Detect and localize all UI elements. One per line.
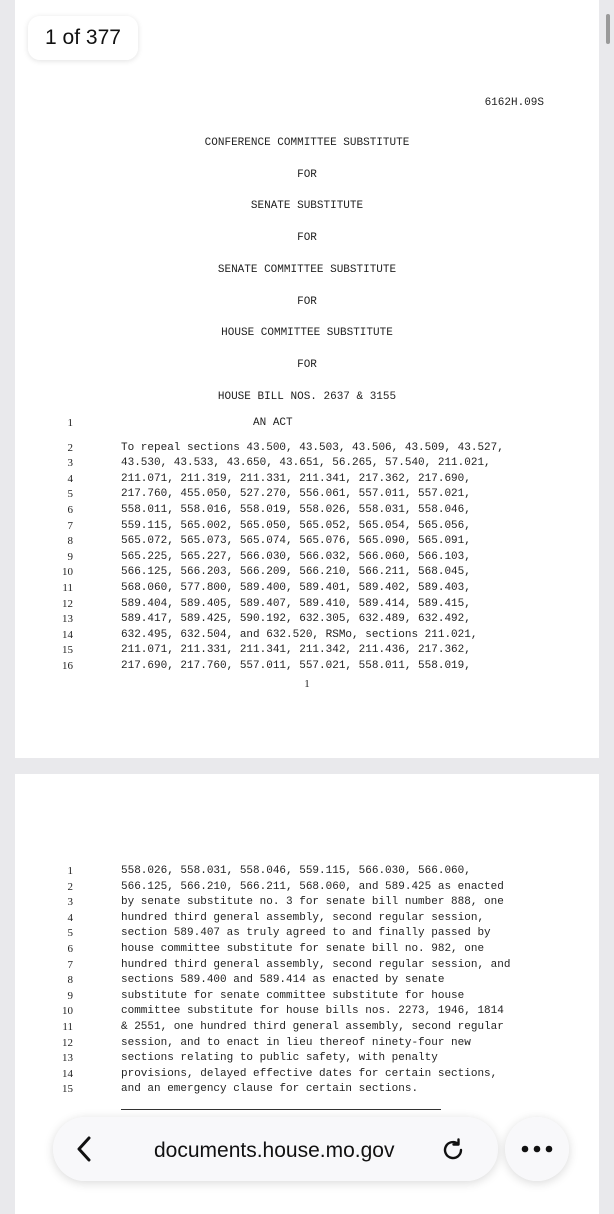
text-line: To repeal sections 43.500, 43.503, 43.506, 43.509, 43.527, <box>121 441 504 454</box>
heading-line: HOUSE COMMITTEE SUBSTITUTE <box>221 327 393 339</box>
text-line: sections 589.400 and 589.414 as enacted by senate <box>121 974 445 987</box>
line-number: 7 <box>67 519 73 532</box>
line-number: 12 <box>62 597 73 610</box>
line-number: 4 <box>67 911 73 924</box>
text-line: 589.404, 589.405, 589.407, 589.410, 589.414, 589.415, <box>121 597 471 610</box>
text-line: section 589.407 as truly agreed to and finally passed by <box>121 927 491 940</box>
heading-line: SENATE COMMITTEE SUBSTITUTE <box>217 264 397 276</box>
line-number: 9 <box>67 550 73 563</box>
line-number: 13 <box>62 613 73 626</box>
more-options-button[interactable] <box>505 1117 569 1181</box>
text-line: 217.690, 217.760, 557.011, 557.021, 558.011, 558.019, <box>121 660 471 672</box>
line-number: 6 <box>67 504 73 516</box>
line-number: 10 <box>62 1005 73 1018</box>
line-number: 14 <box>62 1067 73 1080</box>
line-number: 1 <box>67 417 73 429</box>
section-divider <box>121 1109 441 1110</box>
line-number: 8 <box>67 974 73 987</box>
text-line: 566.125, 566.210, 566.211, 568.060, and 589.425 as enacted <box>121 880 504 893</box>
scrollbar-thumb[interactable] <box>606 14 610 44</box>
line-number: 4 <box>67 472 73 485</box>
line-number: 8 <box>67 535 73 548</box>
line-number: 5 <box>67 927 73 940</box>
text-line: 565.225, 565.227, 566.030, 566.032, 566.060, 566.103, <box>121 550 471 563</box>
line-number: 1 <box>67 865 73 877</box>
line-number: 10 <box>62 566 73 579</box>
text-line: 559.115, 565.002, 565.050, 565.052, 565.054, 565.056, <box>121 519 471 532</box>
text-line: substitute for senate committee substitute for house <box>121 989 465 1002</box>
text-line: 43.530, 43.533, 43.650, 43.651, 56.265, 57.540, 211.021, <box>121 457 491 470</box>
line-number: 5 <box>67 488 73 501</box>
line-number: 2 <box>67 441 73 454</box>
line-number: 16 <box>62 660 73 672</box>
text-line: AN ACT <box>121 417 293 429</box>
text-line: hundred third general assembly, second regular session, <box>121 911 485 924</box>
text-line: house committee substitute for senate bill no. 982, one <box>121 943 485 955</box>
text-line: 565.072, 565.073, 565.074, 565.076, 565.090, 565.091, <box>121 535 471 548</box>
text-line: 558.026, 558.031, 558.046, 559.115, 566.030, 566.060, <box>121 865 471 877</box>
text-line: sections relating to public safety, with penalty <box>121 1052 438 1065</box>
line-number: 14 <box>62 628 73 641</box>
reload-icon <box>440 1137 466 1163</box>
line-number: 13 <box>62 1052 73 1065</box>
heading-for: FOR <box>297 232 317 244</box>
page-indicator: 1 of 377 <box>28 16 138 60</box>
line-number: 3 <box>67 457 73 470</box>
text-line: by senate substitute no. 3 for senate bill number 888, one <box>121 896 504 909</box>
heading-line: HOUSE BILL NOS. 2637 & 3155 <box>217 391 397 403</box>
text-line: 632.495, 632.504, and 632.520, RSMo, sections 211.021, <box>121 628 478 641</box>
text-line: 217.760, 455.050, 527.270, 556.061, 557.011, 557.021, <box>121 488 471 501</box>
line-number: 7 <box>67 958 73 971</box>
text-line: and an emergency clause for certain sections. <box>121 1083 419 1096</box>
line-number: 15 <box>62 1083 73 1096</box>
line-number: 11 <box>62 582 73 594</box>
back-button[interactable] <box>53 1117 117 1181</box>
text-line: & 2551, one hundred third general assembly, second regular <box>121 1021 504 1033</box>
line-number: 3 <box>67 896 73 909</box>
heading-for: FOR <box>297 296 317 308</box>
url-text[interactable]: documents.house.mo.gov <box>154 1139 395 1162</box>
line-number: 11 <box>62 1021 73 1033</box>
text-line: provisions, delayed effective dates for certain sections, <box>121 1067 498 1080</box>
heading-line: SENATE SUBSTITUTE <box>250 200 364 212</box>
document-page-1 <box>15 0 599 758</box>
reload-button[interactable] <box>436 1133 470 1167</box>
text-line: 566.125, 566.203, 566.209, 566.210, 566.211, 568.045, <box>121 566 471 579</box>
line-number: 15 <box>62 644 73 657</box>
text-line: 558.011, 558.016, 558.019, 558.026, 558.031, 558.046, <box>121 504 471 516</box>
line-number: 2 <box>67 880 73 893</box>
text-line: 211.071, 211.331, 211.341, 211.342, 211.436, 217.362, <box>121 644 471 657</box>
text-line: hundred third general assembly, second regular session, and <box>121 958 511 971</box>
text-line: 568.060, 577.800, 589.400, 589.401, 589.402, 589.403, <box>121 582 471 594</box>
text-line: session, and to enact in lieu thereof ninety-four new <box>121 1036 471 1049</box>
heading-for: FOR <box>297 169 317 181</box>
heading-line: CONFERENCE COMMITTEE SUBSTITUTE <box>204 137 410 149</box>
line-number: 6 <box>67 943 73 955</box>
page-number: 1 <box>304 678 310 690</box>
text-line: 589.417, 589.425, 590.192, 632.305, 632.489, 632.492, <box>121 613 471 626</box>
line-number: 9 <box>67 989 73 1002</box>
document-id: 6162H.09S <box>484 97 544 109</box>
line-number: 12 <box>62 1036 73 1049</box>
text-line: 211.071, 211.319, 211.331, 211.341, 217.362, 217.690, <box>121 472 471 485</box>
ellipsis-icon <box>520 1144 554 1154</box>
text-line: committee substitute for house bills nos. 2273, 1946, 1814 <box>121 1005 504 1018</box>
heading-for: FOR <box>297 359 317 371</box>
chevron-left-icon <box>74 1135 96 1163</box>
